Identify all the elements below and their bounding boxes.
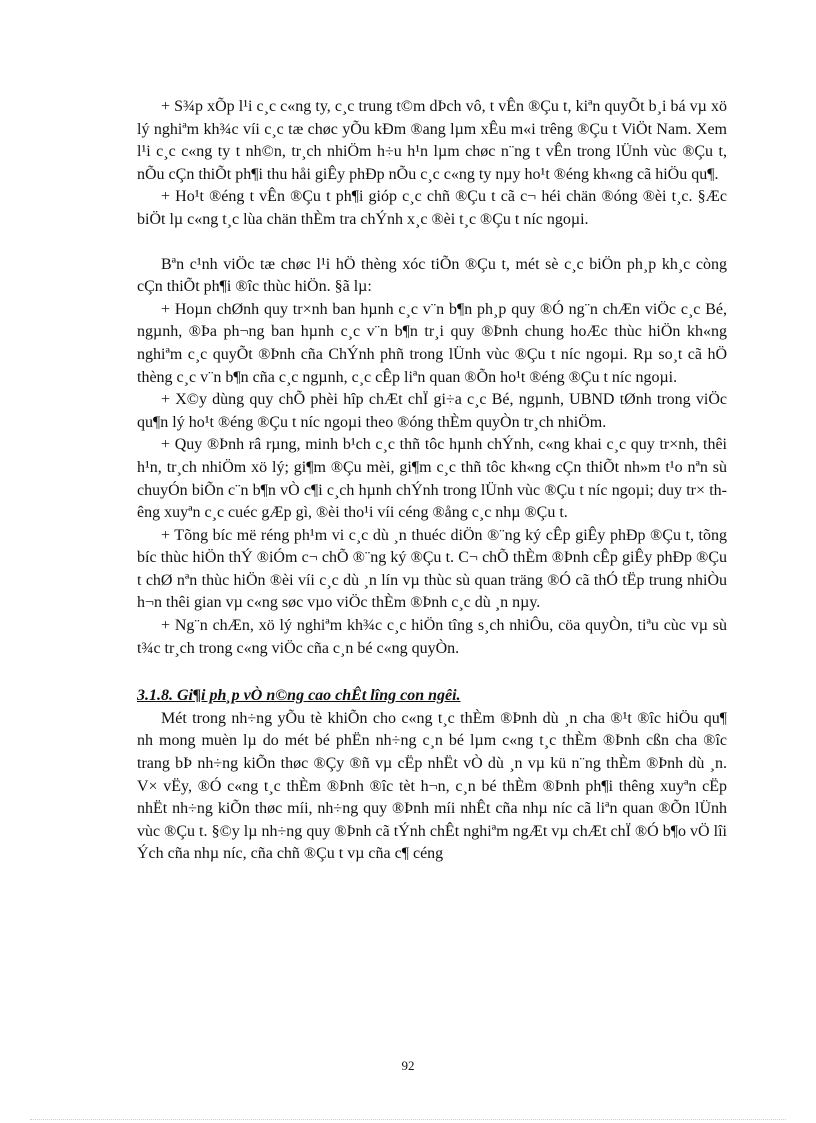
paragraph: Bªn c¹nh viÖc tæ chøc l¹i hÖ thèng xóc tiÕn ®Çu t, mét sè c¸c biÖn ph¸p kh¸c còng cÇn thiÕt ph¶i ®îc thùc hiÖn. §ã lµ: [137, 255, 727, 296]
footer-divider [30, 1119, 786, 1120]
paragraph: + S¾p xÕp l¹i c¸c c«ng ty, c¸c trung t©m dÞch vô, t vÊn ®Çu t, kiªn quyÕt b¸i bá vµ xö lý nghiªm kh¾c víi c¸c tæ chøc yÕu kÐm ®ang lµm xÊu m«i trêng ®Çu t ViÖt Nam. Xem l¹i c¸c c«ng ty t nh©n, tr¸ch nhiÖm h÷u h¹n lµm chøc n¨ng t vÊn trong lÜnh vùc ®Çu t, nÕu cÇn thiÕt ph¶i thu håi giÊy phÐp nÕu c¸c c«ng ty nµy ho¹t ®éng kh«ng cã hiÖu qu¶. [137, 98, 727, 183]
paragraph-gap [137, 232, 727, 254]
paragraph: Mét trong nh÷ng yÕu tè khiÕn cho c«ng t¸c thÈm ®Þnh dù ¸n cha ®¹t ®îc hiÖu qu¶ nh mong muèn lµ do mét bé phËn nh÷ng c¸n bé lµm c«ng t¸c thÈm ®Þnh cßn cha ®îc trang bÞ nh÷ng kiÕn thøc ®Çy ®ñ vµ cËp nhËt vÒ dù ¸n vµ kü n¨ng thÈm ®Þnh dù ¸n. V× vËy, ®Ó c«ng t¸c thÈm ®Þnh ®îc tèt h¬n, c¸n bé thÈm ®Þnh ph¶i thêng xuyªn cËp nhËt nh÷ng kiÕn thøc míi, nh÷ng quy ®Þnh míi nhÊt cña nhµ níc cã liªn quan ®Õn lÜnh vùc ®Çu t. §©y lµ nh÷ng quy ®Þnh cã tÝnh chÊt nghiªm ngÆt vµ chÆt chÏ ®Ó b¶o vÖ lîi Ých cña nhµ níc, cña chñ ®Çu t vµ cña c¶ céng [137, 709, 727, 863]
paragraph: + X©y dùng quy chÕ phèi hîp chÆt chÏ gi÷a c¸c Bé, ngµnh, UBND tØnh trong viÖc qu¶n lý ho¹t ®éng ®Çu t níc ngoµi theo ®óng thÈm quyÒn tr¸ch nhiÖm. [137, 391, 727, 431]
page-number: 92 [401, 1058, 415, 1073]
paragraph: + Hoµn chØnh quy tr×nh ban hµnh c¸c v¨n b¶n ph¸p quy ®Ó ng¨n chÆn viÖc c¸c Bé, ngµnh, ®Þa ph¬ng ban hµnh c¸c v¨n b¶n tr¸i quy ®Þnh chung hoÆc thùc hiÖn kh«ng nghiªm c¸c quyÕt ®Þnh cña ChÝnh phñ trong lÜnh vùc ®Çu t níc ngoµi. Rµ so¸t cã hÖ thèng c¸c v¨n b¶n cña c¸c ngµnh, c¸c cÊp liªn quan ®Õn ho¹t ®éng ®Çu t níc ngoµi. [137, 300, 727, 386]
paragraph: + Tõng bíc më réng ph¹m vi c¸c dù ¸n thuéc diÖn ®¨ng ký cÊp giÊy phÐp ®Çu t, tõng bíc thùc hiÖn thÝ ®iÓm c¬ chÕ ®¨ng ký ®Çu t. C¬ chÕ thÈm ®Þnh cÊp giÊy phÐp ®Çu t chØ nªn thùc hiÖn ®èi víi c¸c dù ¸n lín vµ thùc sù quan träng ®Ó cã thÓ tËp trung nhiÒu h¬n thêi gian vµ c«ng søc vµo viÖc thÈm ®Þnh c¸c dù ¸n nµy. [137, 526, 727, 612]
paragraph: + Ho¹t ®éng t vÊn ®Çu t ph¶i gióp c¸c chñ ®Çu t cã c¬ héi chän ®óng ®èi t¸c. §Æc biÖt lµ c«ng t¸c lùa chän thÈm tra chÝnh x¸c ®èi t¸c ®Çu t níc ngoµi. [137, 188, 727, 228]
paragraph: + Quy ®Þnh râ rµng, minh b¹ch c¸c thñ tôc hµnh chÝnh, c«ng khai c¸c quy tr×nh, thêi h¹n, tr¸ch nhiÖm xö lý; gi¶m ®Çu mèi, gi¶m c¸c thñ tôc kh«ng cÇn thiÕt nh»m t¹o nªn sù chuyÓn biÕn c¨n b¶n vÒ c¶i c¸ch hµnh chÝnh trong lÜnh vùc ®Çu t níc ngoµi; duy tr× thêng xuyªn c¸c cuéc gÆp gì, ®èi tho¹i víi céng ®ång c¸c nhµ ®Çu t. [137, 436, 727, 522]
paragraph: + Ng¨n chÆn, xö lý nghiªm kh¾c c¸c hiÖn tîng s¸ch nhiÔu, cöa quyÒn, tiªu cùc vµ sù t¾c tr¸ch trong c«ng viÖc cña c¸n bé c«ng quyÒn. [137, 617, 727, 657]
section-gap [137, 660, 727, 685]
document-body [137, 96, 727, 866]
section-heading: 3.1.8. Gi¶i ph¸p vÒ n©ng cao chÊt lîng con ngêi. [137, 687, 461, 705]
